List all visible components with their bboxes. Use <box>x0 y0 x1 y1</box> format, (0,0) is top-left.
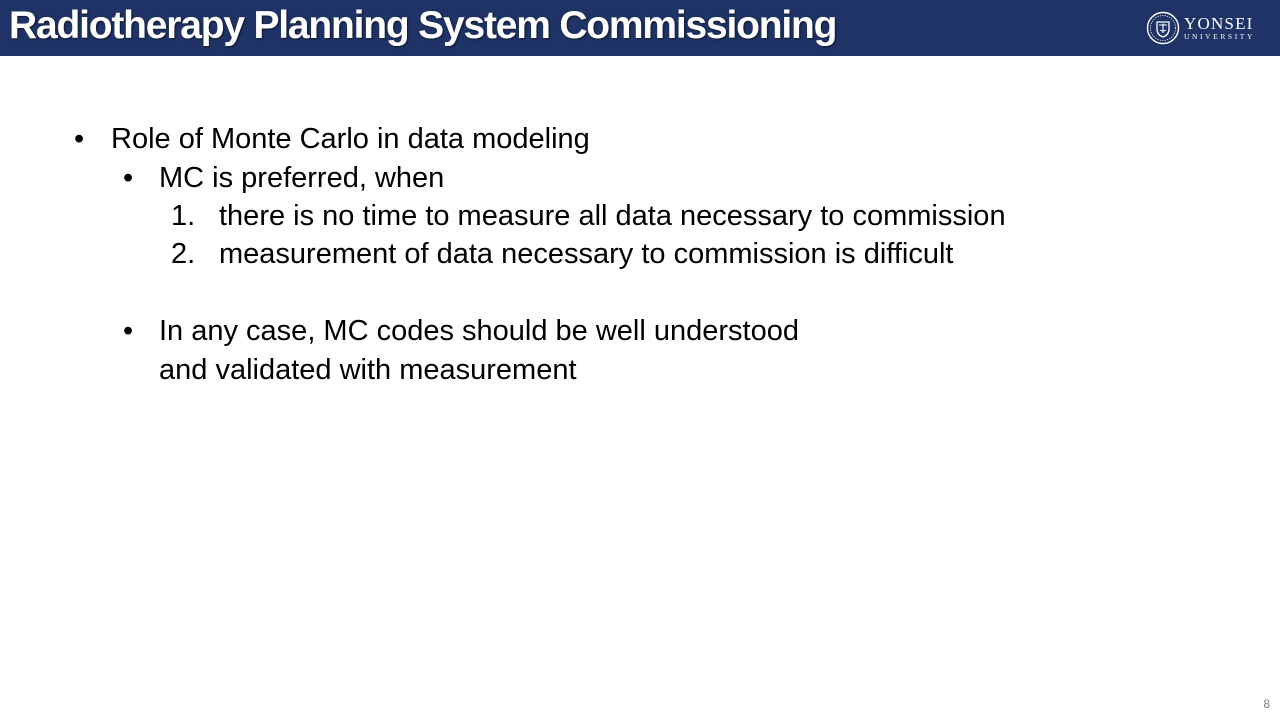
sub-bullet-text-mc-preferred: MC is preferred, when <box>159 162 445 194</box>
numbered-marker: 2. <box>171 238 196 270</box>
sub-bullet-marker: • <box>123 162 134 194</box>
page-number: 8 <box>1263 697 1270 711</box>
bullet-text-role-of-monte-carlo: Role of Monte Carlo in data modeling <box>111 123 590 155</box>
slide-title: Radiotherapy Planning System Commissioning <box>9 4 837 47</box>
numbered-marker: 1. <box>171 200 196 232</box>
numbered-item-text: measurement of data necessary to commission is difficult <box>219 238 954 270</box>
bullet-marker: • <box>74 123 85 155</box>
sub-bullet-marker: • <box>123 315 134 347</box>
sub-bullet-text-mc-codes: In any case, MC codes should be well understood <box>159 315 799 347</box>
numbered-item-text: there is no time to measure all data necessary to commission <box>219 200 1006 232</box>
logo-subtitle: UNIVERSITY <box>1184 32 1255 41</box>
sub-bullet-text-mc-codes-continued: and validated with measurement <box>159 354 577 386</box>
logo-name: YONSEI <box>1184 14 1254 33</box>
